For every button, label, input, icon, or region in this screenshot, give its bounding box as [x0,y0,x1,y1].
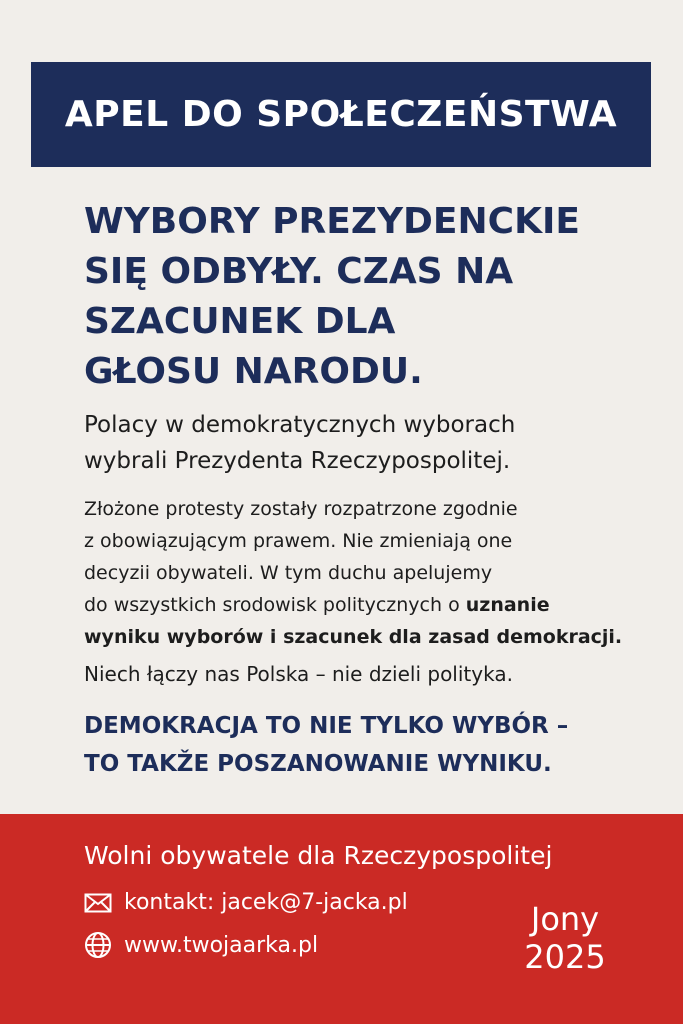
body-line [84,621,674,653]
headline [84,197,644,397]
banner-title: APEL DO SPOŁECZEŃSTWA [64,94,618,135]
body-line [84,589,674,621]
signature [500,900,630,976]
lead-line: Polacy w demokratycznych wyborach [84,412,516,438]
lead-paragraph [84,407,664,479]
body-emphasis: wyniku wyborów i szacunek dla zasad demokracji. [84,626,623,648]
signature-name: Jony [530,900,600,938]
title-banner [31,62,651,167]
website-contact[interactable] [84,931,318,959]
lead-line: wybrali Prezydenta Rzeczypospolitej. [84,448,511,474]
signature-year: 2025 [524,938,606,976]
globe-icon [84,931,112,959]
headline-line: GŁOSU NARODU. [84,351,423,392]
closing-line: TO TAKŽE POSZANOWANIE WYNIKU. [84,751,552,777]
email-contact[interactable] [84,890,408,915]
body-line: z obowiązującym prawem. Nie zmieniają one [84,530,513,552]
organization-name: Wolni obywatele dla Rzeczypospolitej [84,841,553,870]
website-link[interactable]: www.twojaarka.pl [124,932,319,958]
headline-line: WYBORY PREZYDENCKIE [84,201,580,242]
body-line: Złożone protesty zostały rozpatrzone zgodnie [84,498,518,520]
envelope-icon [84,893,112,913]
body-paragraph [84,493,674,653]
closing-statement [84,707,664,783]
email-link[interactable]: kontakt: jacek@7-jacka.pl [124,890,408,915]
body-emphasis: uznanie [465,594,550,616]
body-text: do wszystkich srodowisk politycznych o [84,594,466,616]
closing-line: DEMOKRACJA TO NIE TYLKO WYBÓR – [84,713,569,739]
headline-line: SIĘ ODBYŁY. CZAS NA [84,251,514,292]
headline-line: SZACUNEK DLA [84,301,396,342]
body-line: decyzii obywateli. W tym duchu apelujemy [84,562,493,584]
motto: Niech łączy nas Polska – nie dzieli polityka. [84,662,513,686]
footer [0,814,683,1024]
